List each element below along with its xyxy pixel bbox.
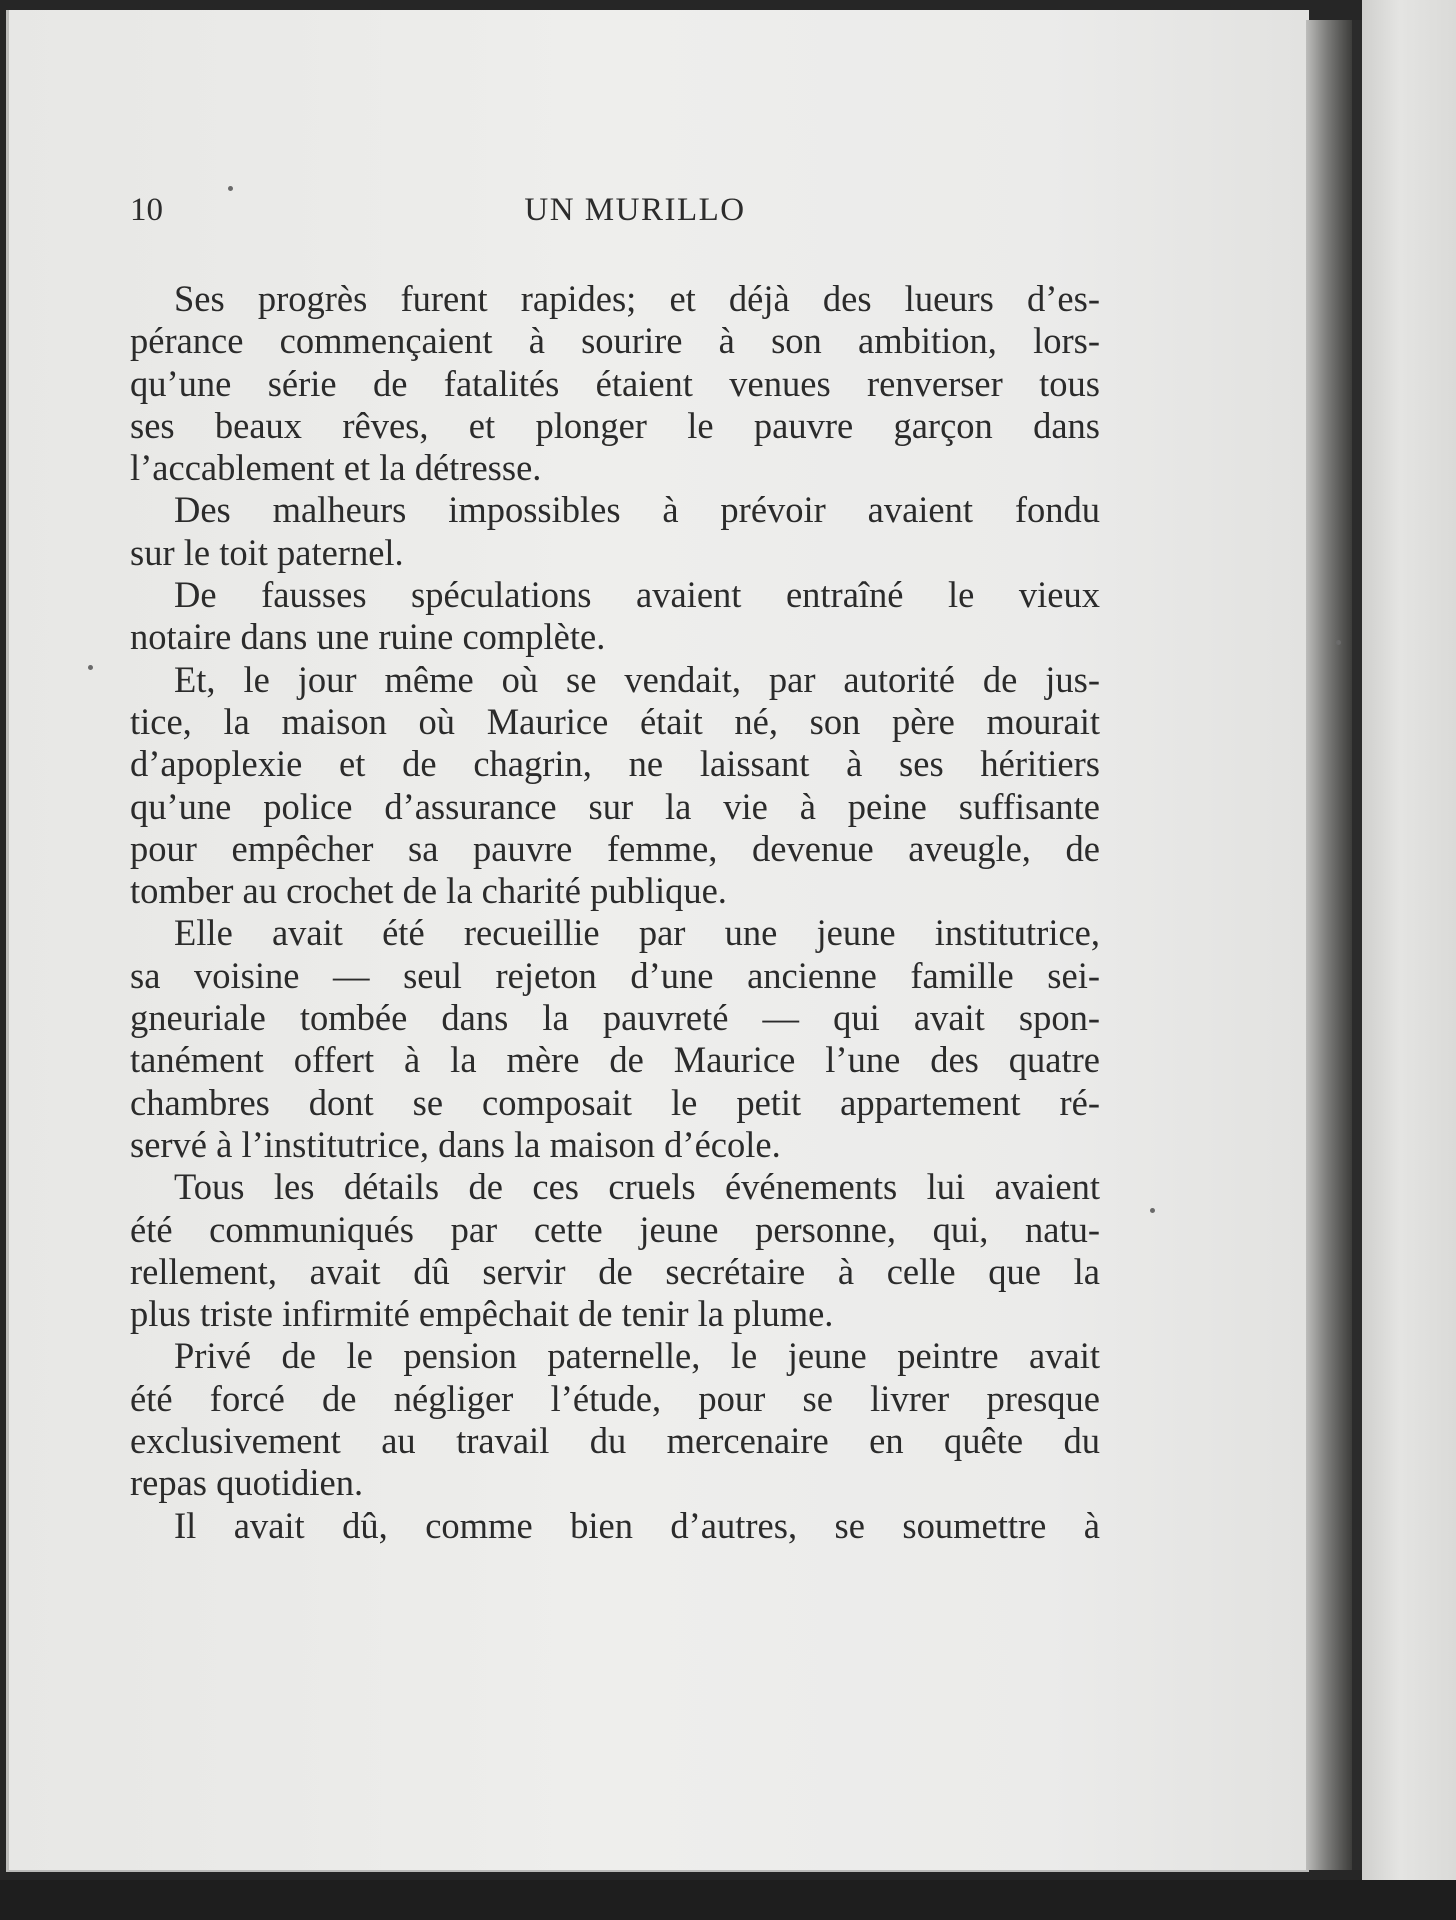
print-speck <box>1150 1208 1155 1213</box>
text-line: été forcé de négliger l’étude, pour se livrer presque <box>130 1377 1100 1419</box>
page-header <box>130 192 1100 242</box>
text-line: Et, le jour même où se vendait, par autorité de jus- <box>174 658 1100 700</box>
text-line: qu’une série de fatalités étaient venues renverser tous <box>130 362 1100 404</box>
text-line: tanément offert à la mère de Maurice l’une des quatre <box>130 1039 1100 1081</box>
text-line: chambres dont se composait le petit appartement ré- <box>130 1081 1100 1123</box>
running-title: UN MURILLO <box>524 192 746 228</box>
book-gutter <box>1306 20 1352 1870</box>
page-number: 10 <box>130 192 163 228</box>
body-text <box>130 278 1100 1547</box>
text-line: Privé de le pension paternelle, le jeune peintre avait <box>174 1335 1100 1377</box>
text-line: repas quotidien. <box>130 1462 364 1504</box>
text-line: d’apoplexie et de chagrin, ne laissant à ses héritiers <box>130 743 1100 785</box>
text-line: sa voisine — seul rejeton d’une ancienne famille sei- <box>130 954 1100 996</box>
text-line: exclusivement au travail du mercenaire en quête du <box>130 1420 1100 1462</box>
gutter-shadow <box>1352 20 1362 1870</box>
text-line: gneuriale tombée dans la pauvreté — qui avait spon- <box>130 997 1100 1039</box>
print-speck <box>228 186 233 191</box>
text-line: pour empêcher sa pauvre femme, devenue aveugle, de <box>130 827 1100 869</box>
text-line: sur le toit paternel. <box>130 531 404 573</box>
text-line: plus triste infirmité empêchait de tenir la plume. <box>130 1293 834 1335</box>
text-line: Des malheurs impossibles à prévoir avaient fondu <box>174 489 1100 531</box>
text-line: notaire dans une ruine complète. <box>130 616 606 658</box>
text-line: tice, la maison où Maurice était né, son père mourait <box>130 700 1100 742</box>
print-speck <box>88 665 93 670</box>
text-line: l’accablement et la détresse. <box>130 447 542 489</box>
text-line: Ses progrès furent rapides; et déjà des lueurs d’es- <box>174 278 1100 319</box>
text-line: Tous les détails de ces cruels événements lui avaient <box>174 1166 1100 1208</box>
print-speck <box>1336 640 1341 645</box>
scan-bottom-border <box>0 1880 1456 1920</box>
text-line: pérance commençaient à sourire à son ambition, lors- <box>130 320 1100 362</box>
text-line: rellement, avait dû servir de secrétaire à celle que la <box>130 1250 1100 1292</box>
text-line: ses beaux rêves, et plonger le pauvre garçon dans <box>130 404 1100 446</box>
text-line: De fausses spéculations avaient entraîné le vieux <box>174 574 1100 616</box>
facing-page-edge <box>1362 0 1456 1880</box>
text-line: Il avait dû, comme bien d’autres, se soumettre à <box>174 1504 1100 1546</box>
text-line: tomber au crochet de la charité publique. <box>130 870 727 912</box>
text-line: servé à l’institutrice, dans la maison d’école. <box>130 1123 781 1165</box>
text-line: qu’une police d’assurance sur la vie à peine suffisante <box>130 785 1100 827</box>
text-line: Elle avait été recueillie par une jeune institutrice, <box>174 912 1100 954</box>
text-line: été communiqués par cette jeune personne, qui, natu- <box>130 1208 1100 1250</box>
